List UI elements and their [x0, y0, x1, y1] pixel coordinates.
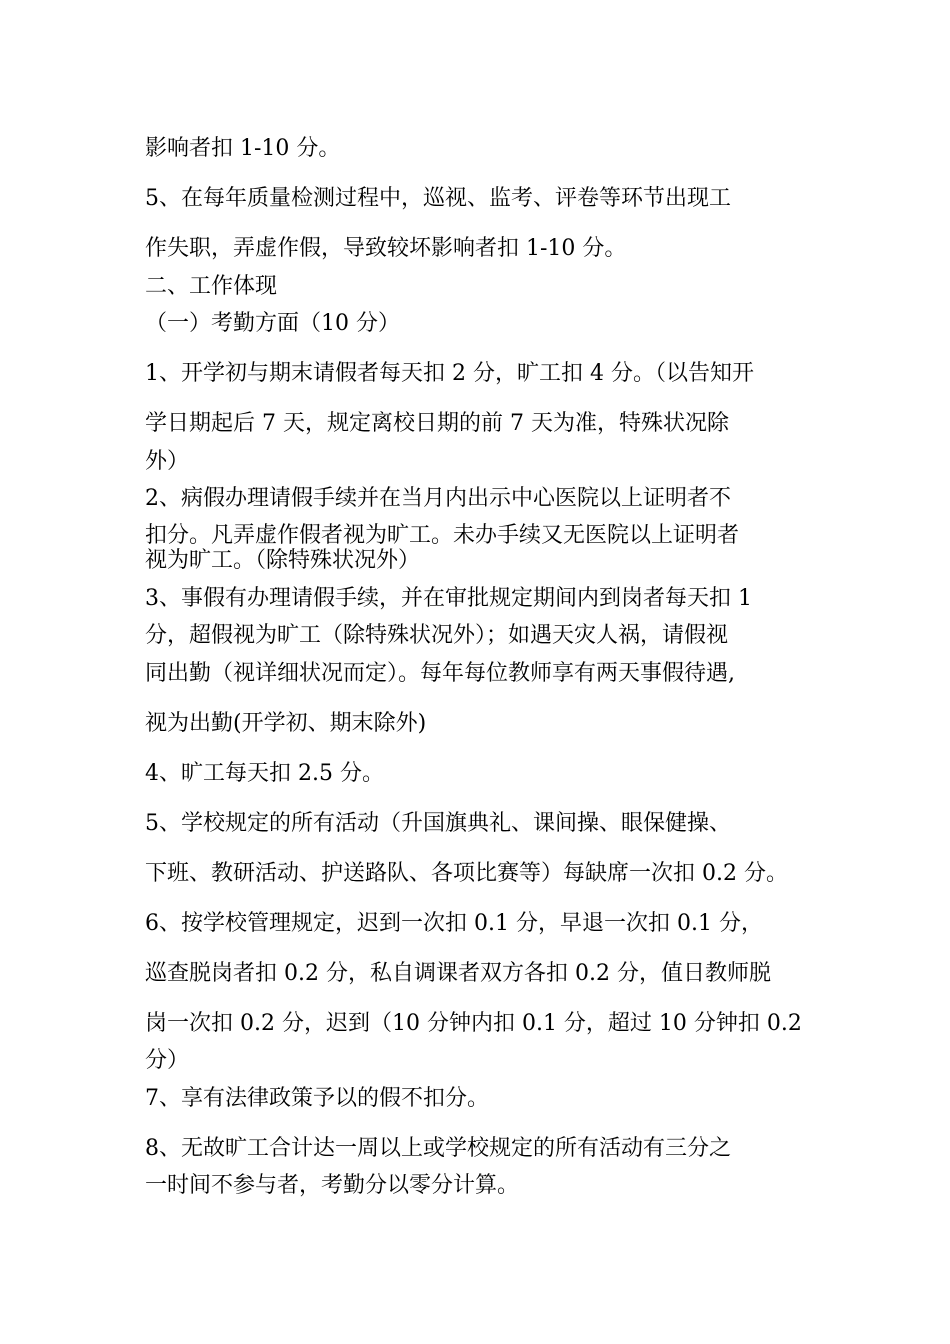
text-line: 1、开学初与期末请假者每天扣 2 分，旷工扣 4 分。（以告知开 [145, 361, 754, 386]
text-line: 巡查脱岗者扣 0.2 分，私自调课者双方各扣 0.2 分，值日教师脱 [145, 961, 771, 986]
text-line: 岗一次扣 0.2 分，迟到（10 分钟内扣 0.1 分，超过 10 分钟扣 0.2 [145, 1011, 802, 1036]
text-line: 7、享有法律政策予以的假不扣分。 [145, 1086, 489, 1111]
section-heading: 二、工作体现 [145, 274, 278, 299]
text-line: 8、无故旷工合计达一周以上或学校规定的所有活动有三分之 [145, 1136, 731, 1161]
subsection-heading: （一）考勤方面（10 分） [145, 311, 400, 336]
text-line: 2、病假办理请假手续并在当月内出示中心医院以上证明者不 [145, 486, 731, 511]
text-line: 6、按学校管理规定，迟到一次扣 0.1 分，早退一次扣 0.1 分， [145, 911, 763, 936]
text-line: 扣分。凡弄虚作假者视为旷工。未办手续又无医院以上证明者 [145, 523, 740, 548]
text-line: 5、学校规定的所有活动（升国旗典礼、课间操、眼保健操、 [145, 811, 731, 836]
text-line: 3、事假有办理请假手续，并在审批规定期间内到岗者每天扣 1 [145, 586, 752, 611]
text-line: 作失职，弄虚作假，导致较坏影响者扣 1-10 分。 [145, 236, 627, 261]
text-line: 视为出勤(开学初、期末除外) [145, 711, 427, 736]
text-line: 一时间不参与者，考勤分以零分计算。 [145, 1173, 520, 1198]
text-line: 影响者扣 1-10 分。 [145, 136, 341, 161]
text-line: 分） [145, 1048, 190, 1073]
text-line: 外） [145, 449, 190, 474]
text-line: 视为旷工。（除特殊状况外） [145, 548, 421, 573]
text-line: 同出勤（视详细状况而定）。每年每位教师享有两天事假待遇, [145, 661, 735, 686]
text-line: 分，超假视为旷工（除特殊状况外）；如遇天灾人祸，请假视 [145, 623, 729, 648]
text-line: 下班、教研活动、护送路队、各项比赛等）每缺席一次扣 0.2 分。 [145, 861, 788, 886]
text-line: 学日期起后 7 天，规定离校日期的前 7 天为准，特殊状况除 [145, 411, 729, 436]
text-line: 4、旷工每天扣 2.5 分。 [145, 761, 384, 786]
text-line: 5、在每年质量检测过程中，巡视、监考、评卷等环节出现工 [145, 186, 731, 211]
